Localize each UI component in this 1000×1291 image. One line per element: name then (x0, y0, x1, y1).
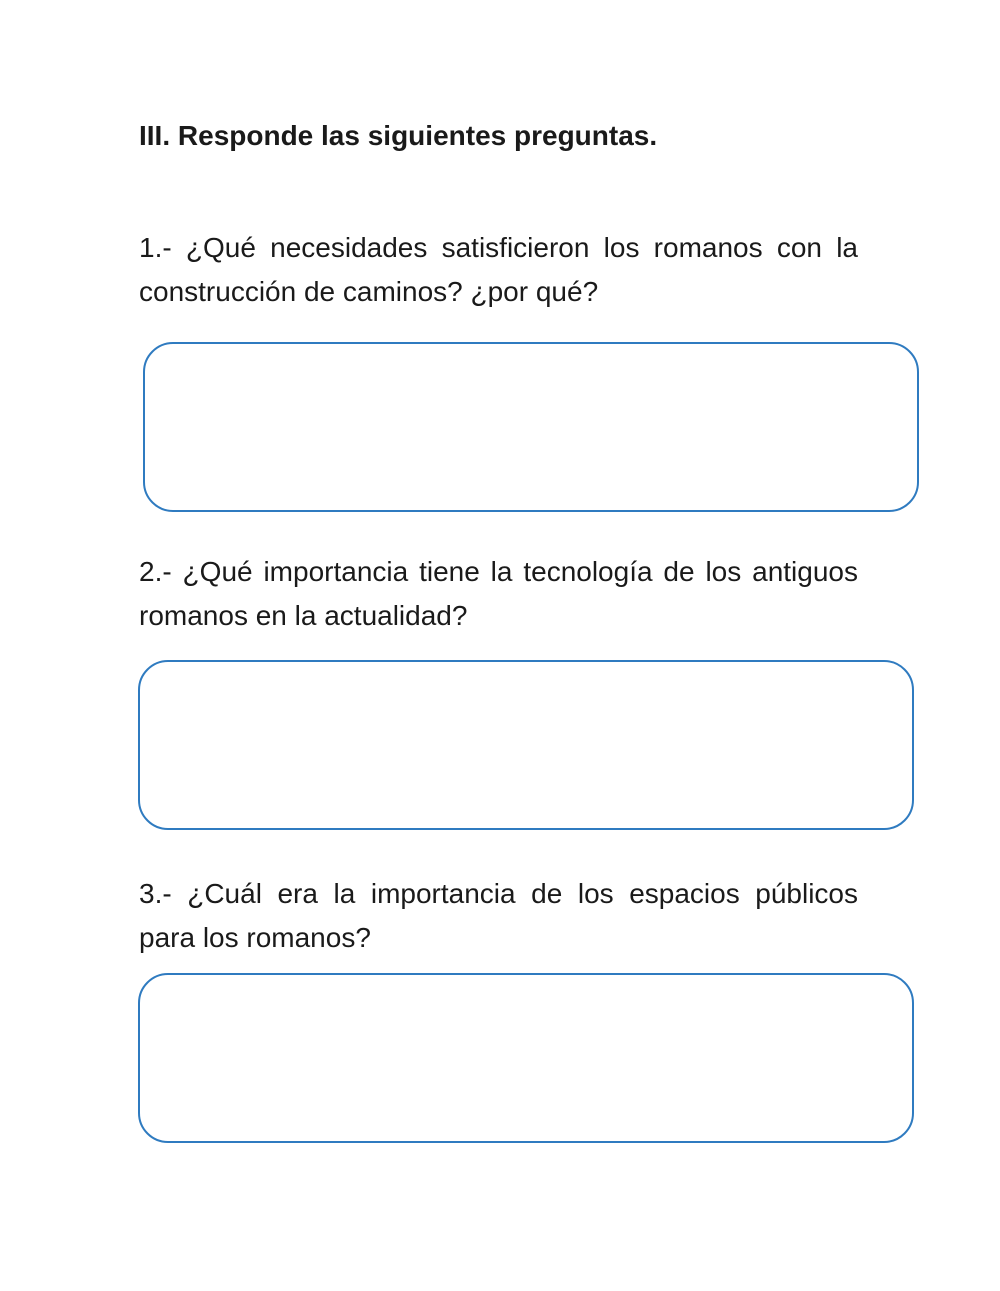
question-3-text: 3.- ¿Cuál era la importancia de los espacios públicos para los romanos? (139, 878, 858, 953)
question-1-text: 1.- ¿Qué necesidades satisficieron los romanos con la construcción de caminos? ¿por qué? (139, 232, 858, 307)
question-2-text: 2.- ¿Qué importancia tiene la tecnología de los antiguos romanos en la actualidad? (139, 556, 858, 631)
answer-2-input[interactable] (138, 660, 914, 830)
section-title: III. Responde las siguientes preguntas. (139, 120, 658, 151)
answer-1-input[interactable] (143, 342, 919, 512)
answer-3-input[interactable] (138, 973, 914, 1143)
